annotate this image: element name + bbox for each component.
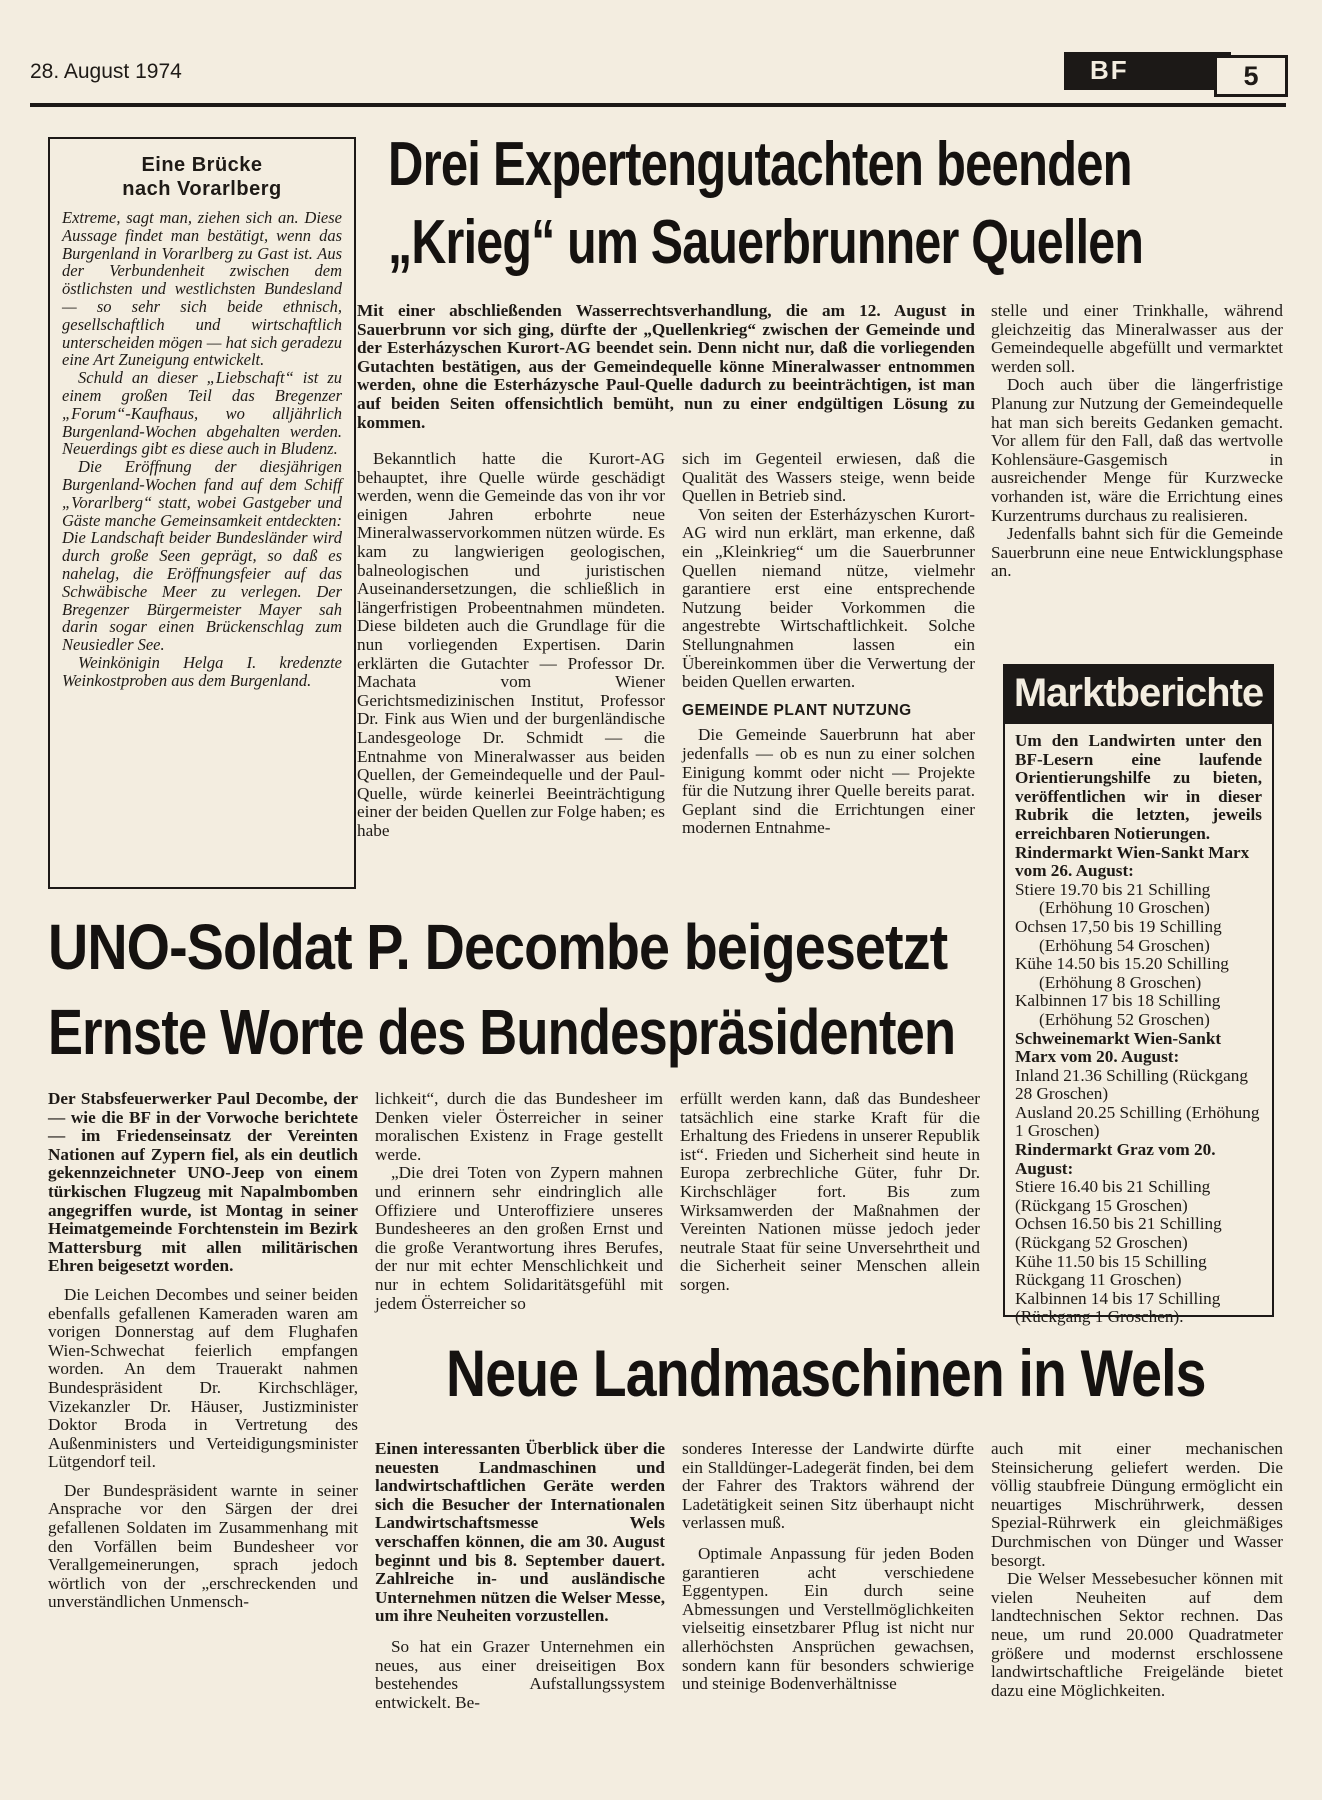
article1-col1: Bekanntlich hatte die Kurort-AG behauptet, ihre Quelle würde geschädigt werden, wenn die Gemeinde das von ihr vor einigen Jahren erbohrte neue Mineralwasservorkommen nützen würde. Es kam zu langwierigen geologischen, balneologischen und juristischen Auseinandersetzungen, die schließlich in längerfristigen Probeentnahmen mündeten. Diese bildeten auch die Grundlage für die nun vorliegenden Expertisen. Darin erklärten die Gutachter — Professor Dr. Machata vom Wiener Gerichtsmedizinischen Institut, Professor Dr. Fink aus Wien und der burgenländische Landesgeologe Dr. Schmidt — die Entnahme von Mineralwasser aus beiden Quellen, der Gemeindequelle und der Paul-Quelle, würde keinerlei Beeinträchtigung einer der beiden Quellen zur Folge haben; es habe [357,449,665,840]
market-line: Ochsen 16.50 bis 21 Schilling (Rückgang 52 Groschen) [1015,1214,1222,1253]
article2-headline-line1: UNO-Soldat P. Decombe beigesetzt [48,911,948,983]
market-line: (Erhöhung 54 Groschen) [1039,935,1210,955]
sidebox-bruecke [48,137,356,889]
article3-lead: Einen interessanten Überblick über die neuesten Landmaschinen und landwirtschaftlichen Geräte werden sich die Besucher der Internationalen Landwirtschaftsmesse Wels verschaffen können, die am 30. August beginnt und bis 8. September dauert. Zahlreiche in- und ausländische Unternehmen nützen die Welser Messe, um ihre Neuheiten vorzustellen. [375,1439,665,1626]
market-intro: Um den Landwirten unter den BF-Lesern eine laufende Orientierungshilfe zu bieten, veröffentlichen wir in dieser Rubrik die letzten, jeweils erreichbaren Notierungen. [1015,731,1262,843]
article2-lead: Der Stabsfeuerwerker Paul Decombe, der — wie die BF in der Vorwoche berichtete — im Friedenseinsatz der Vereinten Nationen auf Zypern fiel, als ein deutlich gekennzeichneter UNO-Jeep von einem türkischen Flugzeug mit Napalmbomben angegriffen wurde, ist Montag in seiner Heimatgemeinde Forchtenstein im Bezirk Mattersburg mit allen militärischen Ehren beigesetzt worden. [48,1089,358,1276]
article3-col1: Einen interessanten Überblick über die neuesten Landmaschinen und landwirtschaftlichen Geräte werden sich die Besucher der Internationalen Landwirtschaftsmesse Wels verschaffen können, die am 30. August beginnt und bis 8. September dauert. Zahlreiche in- und ausländische Unternehmen nützen die Welser Messe, um ihre Neuheiten vorzustellen. So hat ein Grazer Unternehmen ein neues, aus einer dreiseitigen Box bestehendes Aufstallungssystem entwickelt. Be- [375,1439,665,1712]
article1-headline-line1: Drei Expertengutachten beenden [388,130,1132,199]
sidebox-paragraph: Extreme, sagt man, ziehen sich an. Diese Aussage findet man bestätigt, wenn das Burgenland in Vorarlberg zu Gast ist. Aus der Verbundenheit zwischen dem östlichsten und westlichsten Bundesland — so sehr sich beide ethnisch, gesellschaftlich und wirtschaftlich unterscheiden mögen — hat sich geradezu eine Art Zuneigung entwickelt. [62,208,342,370]
market-line: Ausland 20.25 Schilling (Erhöhung 1 Groschen) [1015,1102,1260,1141]
article1-subhead: GEMEINDE PLANT NUTZUNG [682,701,912,719]
sidebox-paragraph: Schuld an dieser „Liebschaft“ ist zu einem großen Teil das Bregenzer „Forum“-Kaufhaus, wo alljährlich Burgenland-Wochen abgehalten werden. Neuerdings gibt es diese auch in Bludenz. [62,368,342,459]
page-number: 5 [1214,55,1288,97]
header-rule [30,103,1286,107]
market-line: Stiere 16.40 bis 21 Schilling (Rückgang 15 Groschen) [1015,1177,1211,1215]
article1-headline-line2: „Krieg“ um Sauerbrunner Quellen [388,208,1144,277]
market-line: Ochsen 17,50 bis 19 Schilling [1015,916,1222,936]
market-line: Kühe 11.50 bis 15 Schilling Rückgang 11 Groschen) [1015,1251,1207,1290]
market-line: (Erhöhung 10 Groschen) [1039,898,1210,918]
market-line: Kühe 14.50 bis 15.20 Schilling [1015,954,1229,974]
article3-col3: auch mit einer mechanischen Steinsicherung geliefert werden. Die völlig staubfreie Düngung ermöglicht ein neuartiges Mischrührwerk, dessen Spezial-Rührwerk ein gleichmäßiges Durchmischen von Dünger und Wasser besorgt. Die Welser Messebesucher können mit vielen Neuheiten auf dem landtechnischen Sektor rechnen. Das neue, um rund 20.000 Quadratmeter größere und modernst erschlossene landwirtschaftliche Freigelände bietet dazu eine Möglichkeiten. [991,1439,1283,1700]
sidebox-paragraph: Weinkönigin Helga I. kredenzte Weinkostproben aus dem Burgenland. [62,652,342,690]
market-line: Rindermarkt Wien-Sankt Marx vom 26. August: [1015,842,1250,881]
market-title: Marktberichte [1003,664,1274,722]
issue-date: 28. August 1974 [30,60,182,83]
article2-col1: Der Stabsfeuerwerker Paul Decombe, der — wie die BF in der Vorwoche berichtete — im Friedenseinsatz der Vereinten Nationen auf Zypern fiel, als ein deutlich gekennzeichneter UNO-Jeep von einem türkischen Flugzeug mit Napalmbomben angegriffen wurde, ist Montag in seiner Heimatgemeinde Forchtenstein im Bezirk Mattersburg mit allen militärischen Ehren beigesetzt worden. Die Leichen Decombes und seiner beiden ebenfalls gefallenen Kameraden waren am vorigen Donnerstag auf dem Flughafen Wien-Schwechat feierlich empfangen worden. An dem Trauerakt nahmen Bundespräsident Dr. Kirchschläger, Vizekanzler Dr. Häuser, Justizminister Doktor Broda in Vertretung des Außenministers und Verteidigungsminister Lütgendorf teil. Der Bundespräsident warnte in seiner Ansprache vor den Särgen der drei gefallenen Soldaten im Zusammenhang mit den Vorfällen beim Bundesheer vor Verallgemeinerungen, sprach jedoch wörtlich von der „erschreckenden und unverständlichen Unmensch- [48,1089,358,1612]
article3-headline: Neue Landmaschinen in Wels [446,1336,1206,1410]
market-line: Rindermarkt Graz vom 20. August: [1015,1140,1216,1178]
section-label: BF [1090,55,1129,85]
market-line: (Erhöhung 52 Groschen) [1039,1009,1210,1029]
article1-col2: sich im Gegenteil erwiesen, daß die Qualität des Wassers steige, wenn beide Quellen in Betrieb sind. Von seiten der Esterházyschen Kurort-AG wird nun erklärt, man erkenne, daß ein „Kleinkrieg“ um die Sauerbrunner Quellen niemand nütze, vielmehr garantiere erst eine entsprechende Nutzung beider Vorkommen die angestrebte Wirtschaftlichkeit. Solche Stellungnahmen lassen ein Übereinkommen über die Verwertung der beiden Quellen erwarten. GEMEINDE PLANT NUTZUNG Die Gemeinde Sauerbrunn hat aber jedenfalls — ob es nun zu einer solchen Einigung kommt oder nicht — Projekte für die Nutzung ihrer Quelle bereits parat. Geplant sind die Errichtungen einer modernen Entnahme- [682,449,975,838]
article3-col2: sonderes Interesse der Landwirte dürfte ein Stalldünger-Ladegerät finden, bei dem der Fahrer des Traktors während der Ladetätigkeit seinen Sitz überhaupt nicht verlassen muß. Optimale Anpassung für jeden Boden garantieren acht verschiedene Eggentypen. Ein durch seine Abmessungen und Verstellmöglichkeiten vielseitig einsetzbarer Pflug ist nicht nur allerhöchsten Ansprüchen gewachsen, sondern kann für besonders schwierige und steinige Bodenverhältnisse [682,1439,974,1694]
market-box [1003,722,1274,1327]
sidebox-title: Eine Brücke nach Vorarlberg [122,154,282,200]
sidebox-paragraph: Die Eröffnung der diesjährigen Burgenland-Wochen fand auf dem Schiff „Vorarlberg“ statt, wobei Gastgeber und Gäste manche Gemeinsamkeit entdeckten: Die Landschaft beider Bundesländer wird durch große Seen geprägt, so daß es nahelag, die Eröffnungsfeier auf das Schwäbische Meer zu verlegen. Der Bregenzer Bürgermeister Mayer sah darin sogar einen Brückenschlag zum Neusiedler See. [62,457,342,655]
article1-lead: Mit einer abschließenden Wasserrechtsverhandlung, die am 12. August in Sauerbrunn vor sich ging, dürfte der „Quellenkrieg“ zwischen der Gemeinde und der Esterházyschen Kurort-AG beendet sein. Denn nicht nur, daß die vorliegenden Gutachten bestätigen, aus der Gemeindequelle könne Mineralwasser entnommen werden, ohne die Esterházysche Paul-Quelle dadurch zu beeinträchtigen, ist man auf beiden Seiten offensichtlich bemüht, nun zu einer endgültigen Lösung zu kommen. [357,301,975,432]
market-lines [1015,844,1262,1327]
article2-col3: erfüllt werden kann, daß das Bundesheer tatsächlich eine starke Kraft für die Erhaltung des Friedens in unserer Republik ist“. Frieden und Sicherheit sind heute in Europa zerbrechliche Güter, fuhr Dr. Kirchschläger fort. Bis zum Wirksamwerden der Maßnahmen der Vereinten Nationen müsse jedoch jeder neutrale Staat für seine Unversehrtheit und die Sicherheit seiner Menschen allein sorgen. [680,1089,980,1294]
sidebox-body [62,209,342,690]
market-line: Kalbinnen 14 bis 17 Schilling (Rückgang 1 Groschen). [1015,1288,1221,1327]
article1-col3: stelle und einer Trinkhalle, während gleichzeitig das Mineralwasser aus der Gemeindequelle abgefüllt und vermarktet werden soll. Doch auch über die längerfristige Planung zur Nutzung der Gemeindequelle hat man sich bereits Gedanken gemacht. Vor allem für den Fall, daß das wertvolle Kohlensäure-Gasgemisch in ausreichender Menge für Kurzwecke vorhanden ist, wäre die Errichtung eines Kurzentrums durchaus zu realisieren. Jedenfalls bahnt sich für die Gemeinde Sauerbrunn eine neue Entwicklungsphase an. [991,301,1283,581]
article2-col2: lichkeit“, durch die das Bundesheer im Denken vieler Österreicher in seiner moralischen Existenz in Frage gestellt werde. „Die drei Toten von Zypern mahnen und erinnern sehr eindringlich alle Offiziere und Unteroffiziere unseres Bundesheeres an den großen Ernst und die große Verantwortung ihres Berufes, der nur mit echter Menschlichkeit und nur in echtem Solidaritätsgefühl mit jedem Österreicher so [375,1089,663,1313]
market-line: Stiere 19.70 bis 21 Schilling [1015,879,1211,899]
market-line: Schweinemarkt Wien-Sankt Marx vom 20. August: [1015,1028,1222,1067]
market-line: (Erhöhung 8 Groschen) [1039,972,1202,992]
market-line: Kalbinnen 17 bis 18 Schilling [1015,991,1221,1011]
article2-headline-line2: Ernste Worte des Bundespräsidenten [48,996,956,1068]
market-line: Inland 21.36 Schilling (Rückgang 28 Groschen) [1015,1065,1248,1104]
